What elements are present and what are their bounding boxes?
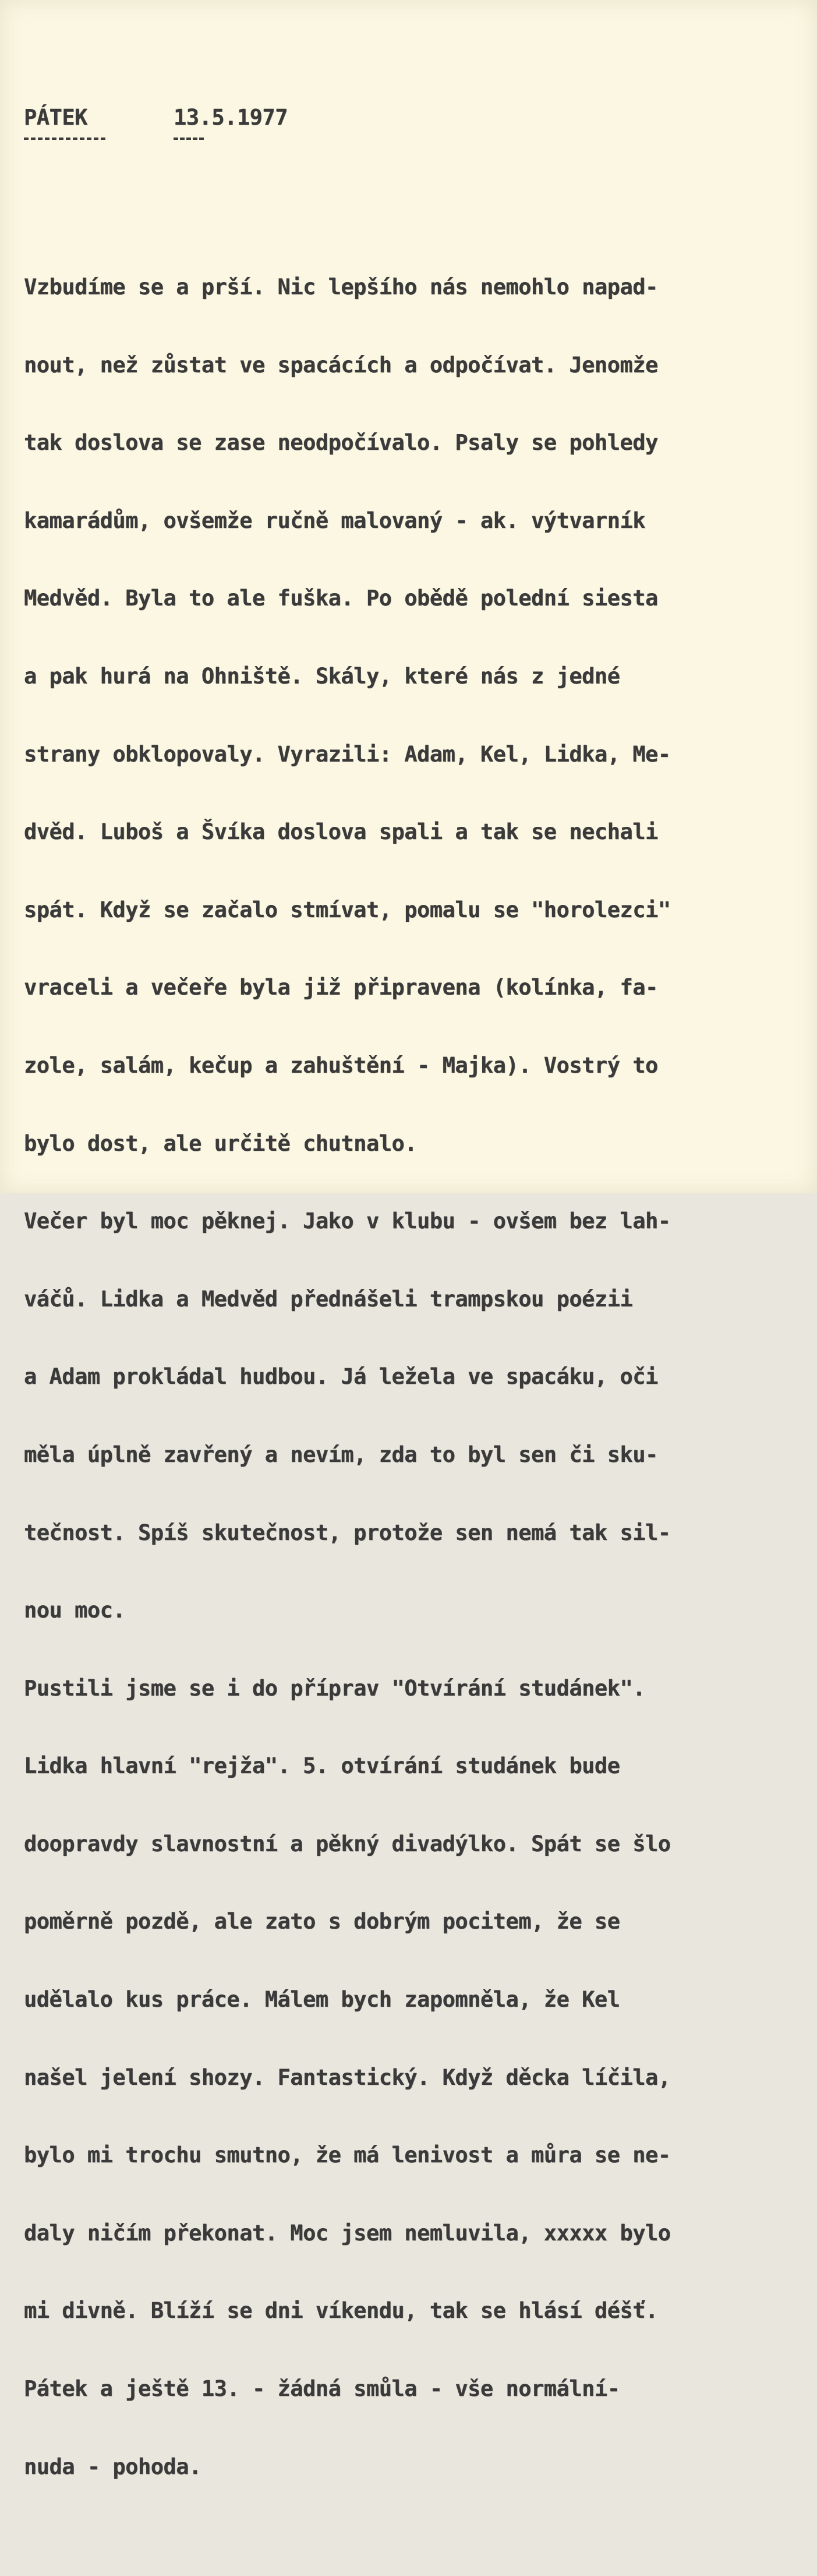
typed-text-block xyxy=(24,59,804,2575)
text-line: nout, než zůstat ve spacácích a odpočívat. Jenomže xyxy=(24,352,658,378)
text-line: váčů. Lidka a Medvěd přednášeli trampskou poézii xyxy=(24,1286,633,1312)
text-line: nou moc. xyxy=(24,1598,126,1623)
heading-date-underline xyxy=(174,138,204,140)
text-line: nuda - pohoda. xyxy=(24,2454,201,2479)
text-line: spát. Když se začalo stmívat, pomalu se "horolezci" xyxy=(24,897,671,922)
heading-date: 13.5.1977 xyxy=(174,105,288,130)
text-line: a pak hurá na Ohniště. Skály, které nás z jedné xyxy=(24,663,620,689)
text-line: Večer byl moc pěknej. Jako v klubu - ovšem bez lah- xyxy=(24,1208,671,1234)
text-line: dvěd. Luboš a Švíka doslova spali a tak se nechali xyxy=(24,819,658,845)
diary-entry-body xyxy=(24,225,804,2529)
text-line: daly ničím překonat. Moc jsem nemluvila, xxxxx bylo xyxy=(24,2220,671,2246)
text-line: bylo mi trochu smutno, že má lenivost a můra se ne- xyxy=(24,2142,671,2168)
diary-heading xyxy=(24,106,804,129)
text-line: bylo dost, ale určitě chutnalo. xyxy=(24,1130,418,1156)
heading-day: PÁTEK xyxy=(24,105,87,130)
text-line: tak doslova se zase neodpočívalo. Psaly se pohledy xyxy=(24,430,658,456)
text-line: Pátek a ještě 13. - žádná smůla - vše normální- xyxy=(24,2376,620,2402)
heading-day-underline xyxy=(24,138,105,140)
text-line: Pustili jsme se i do příprav "Otvírání studánek". xyxy=(24,1675,646,1701)
text-line: Medvěd. Byla to ale fuška. Po obědě polední siesta xyxy=(24,586,658,611)
text-line: našel jelení shozy. Fantastický. Když děcka líčila, xyxy=(24,2064,671,2090)
text-line: tečnost. Spíš skutečnost, protože sen nemá tak sil- xyxy=(24,1520,671,1545)
text-line: Vzbudíme se a prší. Nic lepšího nás nemohlo napad- xyxy=(24,274,658,299)
text-line: kamarádům, ovšemže ručně malovaný - ak. výtvarník xyxy=(24,508,646,533)
text-line: zole, salám, kečup a zahuštění - Majka). Vostrý to xyxy=(24,1052,658,1078)
text-line: udělalo kus práce. Málem bych zapomněla, že Kel xyxy=(24,1987,620,2013)
text-line: poměrně pozdě, ale zato s dobrým pocitem, že se xyxy=(24,1909,620,1934)
text-line: a Adam prokládal hudbou. Já ležela ve spacáku, oči xyxy=(24,1364,658,1390)
text-line: Lidka hlavní "rejža". 5. otvírání studánek bude xyxy=(24,1753,620,1779)
text-line: vraceli a večeře byla již připravena (kolínka, fa- xyxy=(24,975,658,1000)
text-line: mi divně. Blíží se dni víkendu, tak se hlásí déšť. xyxy=(24,2298,658,2324)
text-line: měla úplně zavřený a nevím, zda to byl sen či sku- xyxy=(24,1442,658,1467)
text-line: doopravdy slavnostní a pěkný divadýlko. Spát se šlo xyxy=(24,1831,671,1856)
text-line: strany obklopovaly. Vyrazili: Adam, Kel, Lidka, Me- xyxy=(24,741,671,767)
